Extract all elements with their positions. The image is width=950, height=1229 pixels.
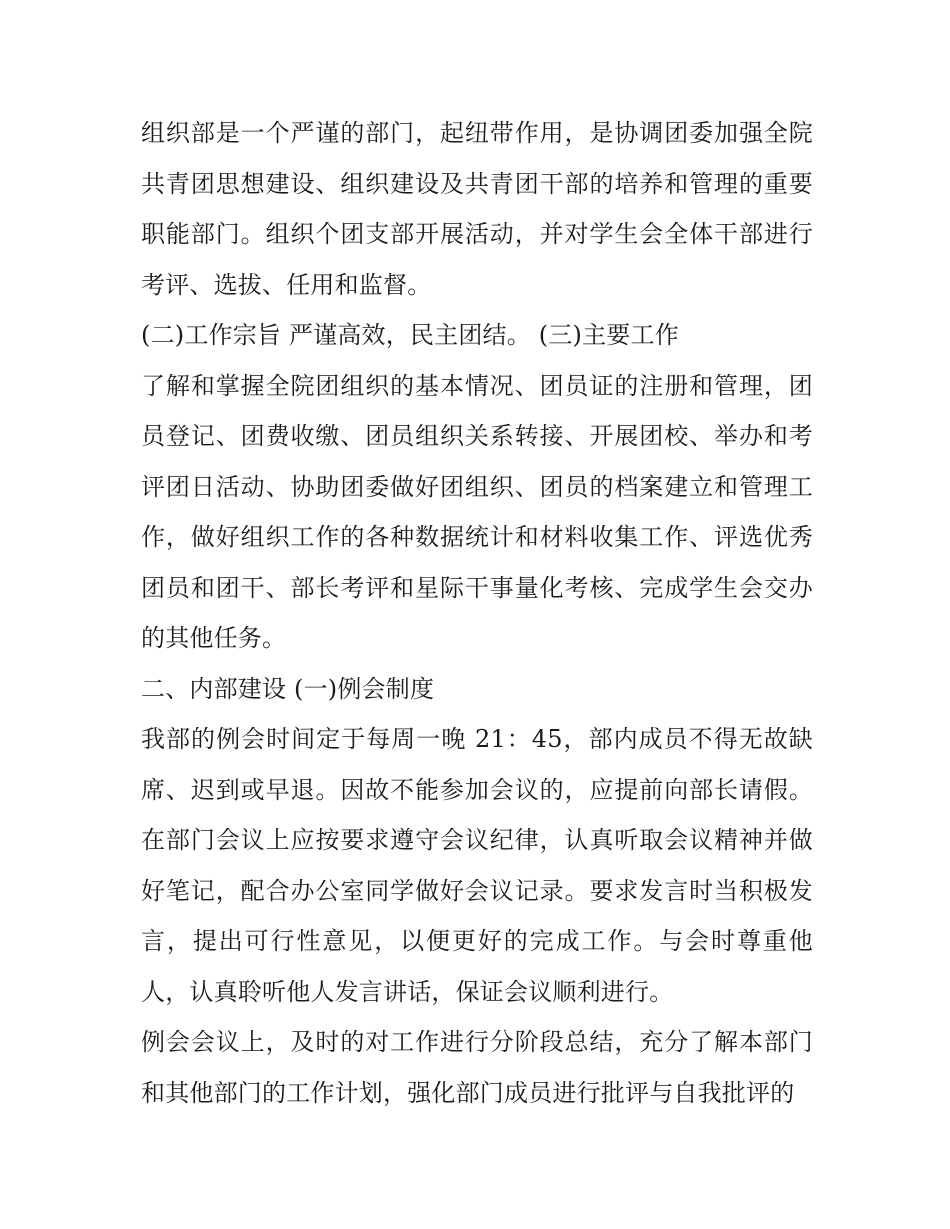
paragraph-meeting-rules: 我部的例会时间定于每周一晚 21：45，部内成员不得无故缺席、迟到或早退。因故不能参加会议的，应提前向部长请假。在部门会议上应按要求遵守会议纪律，认真听取会议精神并做好笔记，配合办公室同学做好会议记录。要求发言时当积极发言，提出可行性意见，以便更好的完成工作。与会时尊重他人，认真聆听他人发言讲话，保证会议顺利进行。 (141, 725, 813, 1006)
paragraph-work-purpose-heading: (二)工作宗旨 严谨高效，民主团结。 (三)主要工作 (141, 321, 679, 349)
paragraph-internal-construction-heading: 二、内部建设 (一)例会制度 (141, 674, 435, 703)
paragraph-main-work: 了解和掌握全院团组织的基本情况、团员证的注册和管理，团员登记、团费收缴、团员组织关系转接、开展团校、举办和考评团日活动、协助团委做好团组织、团员的档案建立和管理工作，做好组织工作的各种数据统计和材料收集工作、评选优秀团员和团干、部长考评和星际干事量化考核、完成学生会交办的其他任务。 (141, 371, 813, 652)
document-body (141, 108, 813, 1118)
paragraph-meeting-summary: 例会会议上，及时的对工作进行分阶段总结，充分了解本部门和其他部门的工作计划，强化部门成员进行批评与自我批评的 (141, 1028, 813, 1107)
paragraph-department-intro: 组织部是一个严谨的部门，起纽带作用，是协调团委加强全院共青团思想建设、组织建设及共青团干部的培养和管理的重要职能部门。组织个团支部开展活动，并对学生会全体干部进行考评、选拔、任用和监督。 (141, 119, 813, 299)
